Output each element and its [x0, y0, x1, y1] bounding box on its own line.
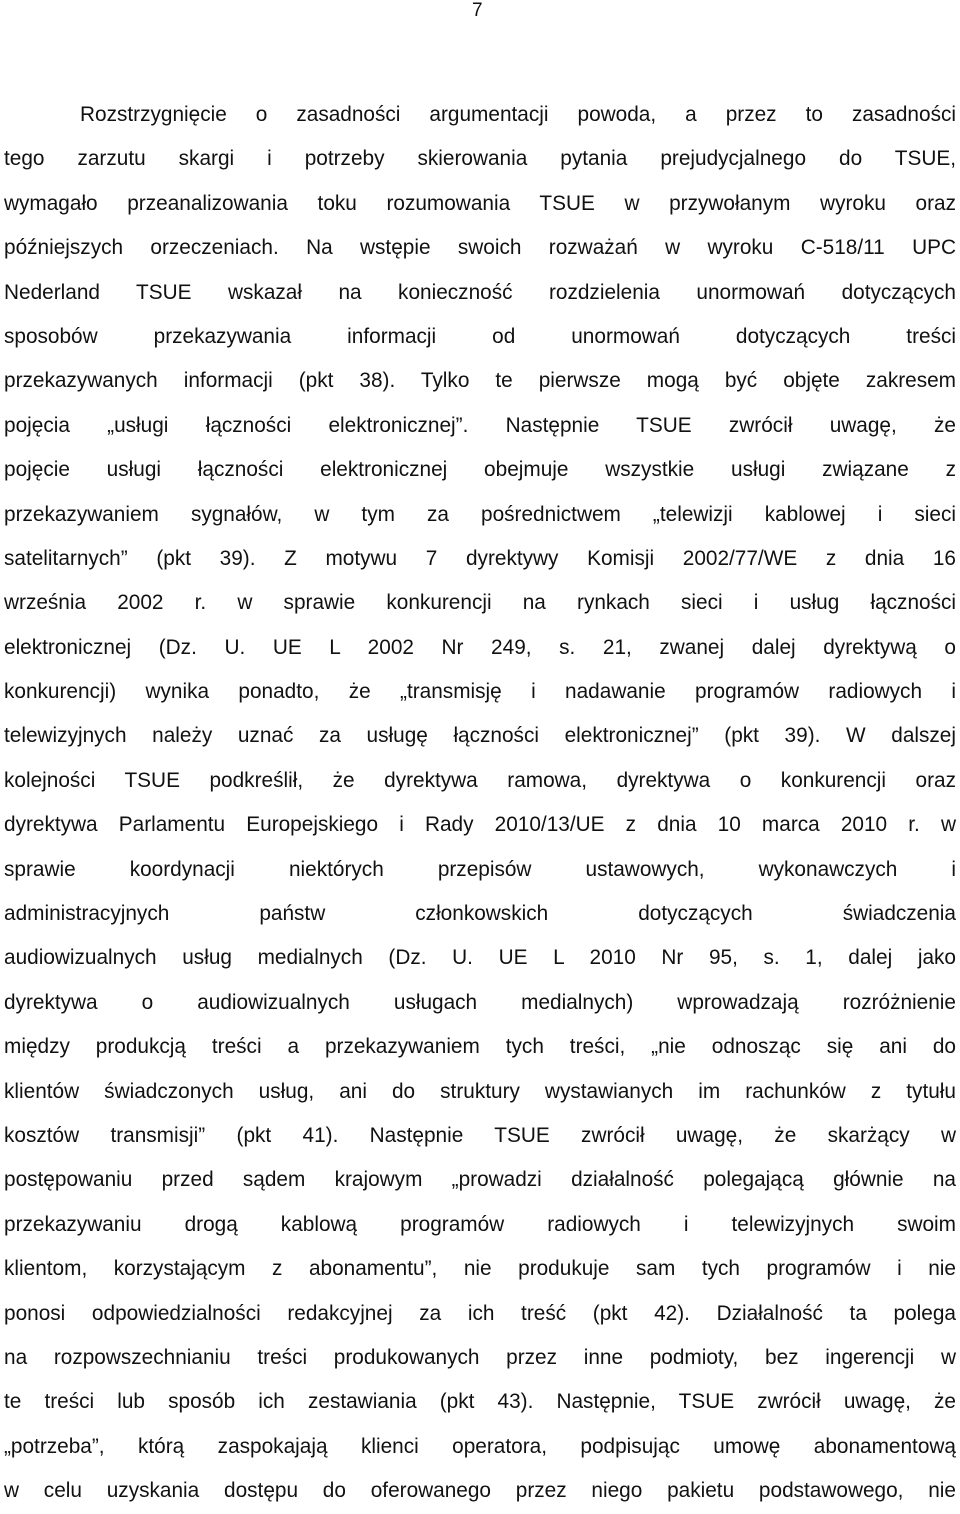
- text-line: telewizyjnych należy uznać za usługę łączności elektronicznej” (pkt 39). W dalszej: [4, 724, 956, 748]
- text-line: sposobów przekazywania informacji od unormowań dotyczących treści: [4, 324, 956, 348]
- text-line: kosztów transmisji” (pkt 41). Następnie TSUE zwrócił uwagę, że skarżący w: [4, 1123, 956, 1147]
- text-line: na rozpowszechnianiu treści produkowanych przez inne podmioty, bez ingerencji w: [4, 1345, 956, 1369]
- text-line: klientów świadczonych usług, ani do struktury wystawianych im rachunków z tytułu: [4, 1079, 956, 1103]
- text-line: ponosi odpowiedzialności redakcyjnej za ich treść (pkt 42). Działalność ta polega: [4, 1301, 956, 1325]
- text-line: klientom, korzystającym z abonamentu”, nie produkuje sam tych programów i nie: [4, 1257, 956, 1281]
- text-line: te treści lub sposób ich zestawiania (pkt 43). Następnie, TSUE zwrócił uwagę, że: [4, 1390, 956, 1414]
- text-line: audiowizualnych usług medialnych (Dz. U. UE L 2010 Nr 95, s. 1, dalej jako: [4, 946, 956, 970]
- text-line: pojęcie usługi łączności elektronicznej obejmuje wszystkie usługi związane z: [4, 458, 956, 482]
- text-line: tego zarzutu skargi i potrzeby skierowania pytania prejudycjalnego do TSUE,: [4, 147, 956, 171]
- text-line: późniejszych orzeczeniach. Na wstępie swoich rozważań w wyroku C-518/11 UPC: [4, 236, 956, 260]
- text-line: konkurencji) wynika ponadto, że „transmisję i nadawanie programów radiowych i: [4, 680, 956, 704]
- text-line: września 2002 r. w sprawie konkurencji na rynkach sieci i usług łączności: [4, 591, 956, 615]
- text-line: elektronicznej (Dz. U. UE L 2002 Nr 249, s. 21, zwanej dalej dyrektywą o: [4, 635, 956, 659]
- text-line: Nederland TSUE wskazał na konieczność rozdzielenia unormowań dotyczących: [4, 280, 956, 304]
- text-line: satelitarnych” (pkt 39). Z motywu 7 dyrektywy Komisji 2002/77/WE z dnia 16: [4, 546, 956, 570]
- text-line: „potrzeba”, którą zaspokajają klienci operatora, podpisując umowę abonamentową: [4, 1434, 956, 1458]
- text-line: sprawie koordynacji niektórych przepisów ustawowych, wykonawczych i: [4, 857, 956, 881]
- text-line: dyrektywa o audiowizualnych usługach medialnych) wprowadzają rozróżnienie: [4, 990, 956, 1014]
- text-line: przekazywaniem sygnałów, w tym za pośrednictwem „telewizji kablowej i sieci: [4, 502, 956, 526]
- text-line: w celu uzyskania dostępu do oferowanego przez niego pakietu podstawowego, nie: [4, 1479, 956, 1503]
- text-line: przekazywanych informacji (pkt 38). Tylko te pierwsze mogą być objęte zakresem: [4, 369, 956, 393]
- page-number: 7: [472, 0, 483, 21]
- text-line: Rozstrzygnięcie o zasadności argumentacji powoda, a przez to zasadności: [80, 103, 956, 126]
- text-line: wymagało przeanalizowania toku rozumowania TSUE w przywołanym wyroku oraz: [4, 191, 956, 215]
- text-line: administracyjnych państw członkowskich dotyczących świadczenia: [4, 902, 956, 926]
- text-line: pojęcia „usługi łączności elektronicznej”. Następnie TSUE zwrócił uwagę, że: [4, 413, 956, 437]
- text-line: dyrektywa Parlamentu Europejskiego i Rady 2010/13/UE z dnia 10 marca 2010 r. w: [4, 813, 956, 837]
- text-line: między produkcją treści a przekazywaniem tych treści, „nie odnosząc się ani do: [4, 1035, 956, 1059]
- body-paragraph: [4, 93, 956, 1514]
- text-line: postępowaniu przed sądem krajowym „prowadzi działalność polegającą głównie na: [4, 1168, 956, 1192]
- text-line: przekazywaniu drogą kablową programów radiowych i telewizyjnych swoim: [4, 1212, 956, 1236]
- text-line: kolejności TSUE podkreślił, że dyrektywa ramowa, dyrektywa o konkurencji oraz: [4, 768, 956, 792]
